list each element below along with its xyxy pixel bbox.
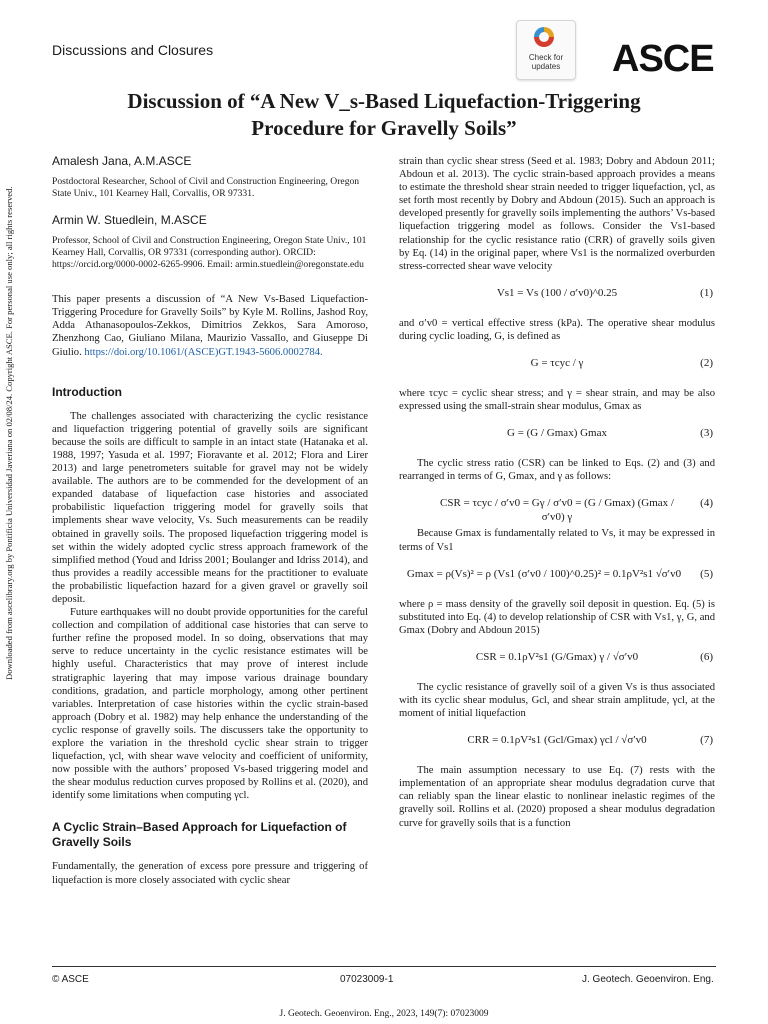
equation-number: (3) bbox=[700, 427, 713, 440]
equation-number: (5) bbox=[700, 567, 713, 580]
author-name: Amalesh Jana, A.M.ASCE bbox=[52, 154, 192, 168]
crossmark-icon bbox=[534, 27, 554, 47]
equation-2 bbox=[399, 351, 715, 379]
equation-3 bbox=[399, 421, 715, 449]
equation-formula: Vs1 = Vs (100 / σ′v0)^0.25 bbox=[496, 286, 618, 299]
section-heading-cyclic: A Cyclic Strain–Based Approach for Liquefaction of Gravelly Soils bbox=[52, 820, 347, 850]
body-paragraph: strain than cyclic shear stress (Seed et al. 1983; Dobry and Abdoun 2011; Abdoun et al. 2013). The cyclic strain-based approach provides a means to estimate the threshold shear strain needed to trigger liquefaction, γcl, as set forth most recently by Dobry and Abdoun (2015). Such an approach is developed presently for gravelly soils implementing the authors’ Vs-based liquefaction triggering model as follows. Consider the Vs1-based relationship for the cyclic resistance ratio (CRR) of gravelly soils given by Eq. (14) in the original paper, where Vs1 is the normalized overburden stress-corrected shear wave velocity bbox=[399, 156, 715, 272]
equation-formula: G = (G / Gmax) Gmax bbox=[507, 427, 607, 440]
left-column bbox=[52, 155, 368, 887]
title-line-2: Procedure for Gravelly Soils” bbox=[251, 116, 517, 140]
body-paragraph: and σ′v0 = vertical effective stress (kPa). The operative shear modulus during cyclic loading, G, is defined as bbox=[399, 317, 715, 342]
footer-divider bbox=[52, 966, 716, 967]
section-heading-introduction: Introduction bbox=[52, 384, 122, 399]
article-title bbox=[40, 88, 728, 142]
doi-link[interactable]: https://doi.org/10.1061/(ASCE)GT.1943-5606.0002784. bbox=[84, 346, 323, 358]
equation-1 bbox=[399, 281, 715, 309]
equation-number: (1) bbox=[700, 286, 713, 299]
body-paragraph: The cyclic stress ratio (CSR) can be linked to Eqs. (2) and (3) and rearranged in terms of G, Gmax, and γ as follows: bbox=[399, 458, 715, 483]
author-affiliation: Postdoctoral Researcher, School of Civil and Construction Engineering, Oregon State Univ., 101 Kearney Hall, Corvallis, OR 97331. bbox=[52, 176, 360, 200]
equation-formula: CRR = 0.1ρV²s1 (Gcl/Gmax) γcl / √σ′v0 bbox=[467, 734, 647, 747]
body-paragraph: Future earthquakes will no doubt provide opportunities for the careful collection and compilation of additional case histories that can serve to further refine the proposed model. In so doing, observations that may serve to reduce uncertainty in the cyclic resistance estimates will be highly useful. Characteristics that may prove of interest include stratigraphic layering that may impose various drainage boundary conditions, gradation, and particle morphology, among other pertinent variables. Interpretation of case histories within the cyclic strain-based approach (Dobry et al. 1982) may help enhance the understanding of the cyclic response of gravelly soils. The discussers take the opportunity to explore the variation in the threshold cyclic shear strain to trigger liquefaction, γcl, with shear wave velocity and coefficient of uniformity, now possible with the authors’ proposed Vs-based triggering model and the shear modulus reduction curves proposed by Rollins et al. (2020), and identify some limitations when computing γcl. bbox=[52, 607, 368, 802]
equation-formula: Gmax = ρ(Vs)² = ρ (Vs1 (σ′v0 / 100)^0.25)² = 0.1ρV²s1 √σ′v0 bbox=[406, 567, 682, 580]
right-column bbox=[399, 155, 715, 830]
equation-6 bbox=[399, 645, 715, 673]
body-paragraph: where τcyc = cyclic shear stress; and γ = shear strain, and may be also expressed using the small-strain shear modulus, Gmax as bbox=[399, 388, 715, 413]
check-updates-label: Check for updates bbox=[528, 53, 564, 71]
intro-text: This paper presents a discussion of “A New Vs-Based Liquefaction-Triggering Procedure for Gravelly Soils” by Kyle M. Rollins, Jashod Roy, Adda Athanasopoulos-Zekkos, Dimitrios Zekkos, Sara Amoroso, Zhenzhong Cao, Giuliano Milana, Maurizio Vassallo, and Giuseppe Di Giulio. bbox=[52, 294, 368, 358]
body-paragraph: The main assumption necessary to use Eq. (7) rests with the implementation of an appropriate shear modulus degradation curve that can reliably span the linear elastic to nonlinear inelastic regimes of the gravelly soil. Rollins et al. (2020) proposed a shear modulus degradation curve for gravelly soils that is a function bbox=[399, 765, 715, 829]
body-paragraph: Because Gmax is fundamentally related to Vs, it may be expressed in terms of Vs1 bbox=[399, 528, 715, 553]
body-paragraph: The cyclic resistance of gravelly soil of a given Vs is thus associated with its cyclic shear modulus, Gcl, and shear strain amplitude, γcl, at the moment of initial liquefaction bbox=[399, 681, 715, 720]
check-for-updates-badge[interactable] bbox=[516, 20, 576, 80]
asce-logo: ASCE bbox=[612, 38, 714, 80]
equation-number: (6) bbox=[700, 650, 713, 663]
body-paragraph: Fundamentally, the generation of excess pore pressure and triggering of liquefaction is more closely associated with cyclic shear bbox=[52, 861, 368, 886]
author-affiliation: Professor, School of Civil and Construction Engineering, Oregon State Univ., 101 Kearney Hall, Corvallis, OR 97331 (corresponding author). ORCID: https://orcid.org/0000-0002-6265-9906. Email: armin.stuedlein@oregonstate.edu bbox=[52, 235, 367, 271]
footer-journal: J. Geotech. Geoenviron. Eng. bbox=[582, 974, 714, 985]
equation-formula: CSR = 0.1ρV²s1 (G/Gmax) γ / √σ′v0 bbox=[475, 650, 639, 663]
intro-paragraph bbox=[52, 293, 368, 358]
footer-page-id: 07023009-1 bbox=[340, 974, 394, 985]
section-label: Discussions and Closures bbox=[52, 42, 214, 58]
equation-4 bbox=[399, 491, 715, 523]
equation-formula: CSR = τcyc / σ′v0 = Gγ / σ′v0 = (G / Gmax) (Gmax / σ′v0) γ bbox=[440, 497, 674, 523]
equation-number: (4) bbox=[700, 497, 713, 510]
footer-copyright: © ASCE bbox=[52, 974, 89, 985]
citation-line: J. Geotech. Geoenviron. Eng., 2023, 149(7): 07023009 bbox=[279, 1009, 489, 1019]
equation-7 bbox=[399, 728, 715, 756]
body-paragraph: The challenges associated with characterizing the cyclic resistance and liquefaction triggering potential of gravelly soils are significant because the soils are difficult to sample in an intact state (Hatanaka et al. 1988, 1997; Yasuda et al. 1997; Fioravante et al. 2012; Flora and Lirer 2013) and large penetrometers suitable for gravel may not be widely available. The authors are to be commended for the development of an expanded database of liquefaction case histories and associated probabilistic liquefaction triggering model for gravelly soils that implements shear wave velocity, Vs. Such measurements can be readily obtained in gravelly soils. The proposed liquefaction triggering model is set within the widely adopted cyclic stress approach framework of the simplified method (Youd and Idriss 2001; Boulanger and Idriss 2014), and thus provides a readily accessible means for the practitioner to evaluate the probabilistic liquefaction hazard for a given gravel or gravelly soil deposit. bbox=[52, 410, 368, 605]
download-notice: Downloaded from ascelibrary.org by Pontificia Universidad Javeriana on 02/08/24. Copyright ASCE. For personal use only; all rights reserved. bbox=[4, 186, 14, 680]
equation-5 bbox=[399, 562, 715, 590]
equation-formula: G = τcyc / γ bbox=[530, 357, 584, 370]
body-paragraph: where ρ = mass density of the gravelly soil deposit in question. Eq. (5) is substituted into Eq. (4) to develop relationship of CSR with Vs1, γ, G, and Gmax (Dobry and Abdoun 2015) bbox=[399, 598, 715, 636]
author-name: Armin W. Stuedlein, M.ASCE bbox=[52, 213, 207, 228]
equation-number: (2) bbox=[700, 357, 713, 370]
equation-number: (7) bbox=[700, 734, 713, 747]
title-line-1: Discussion of “A New V_s-Based Liquefaction-Triggering bbox=[127, 89, 641, 113]
